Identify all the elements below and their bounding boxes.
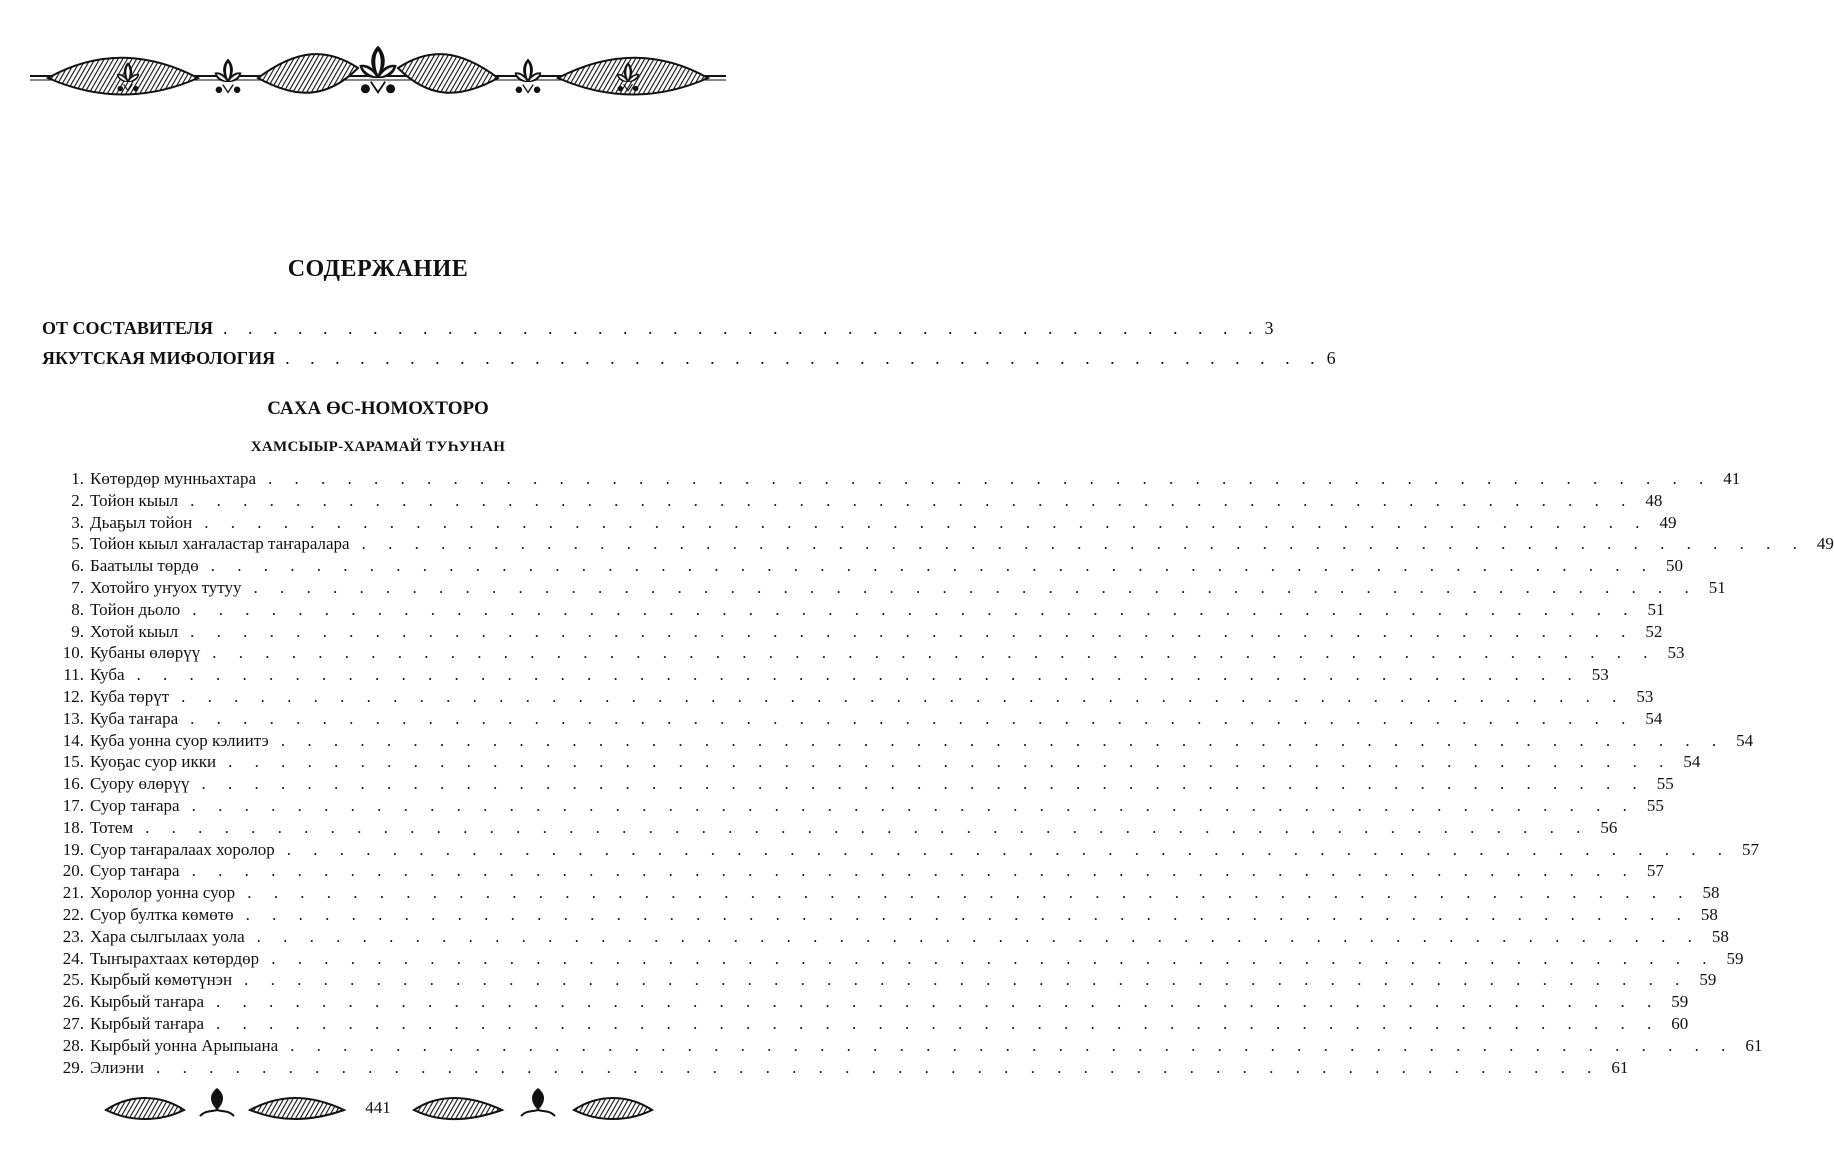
toc-entry-title: Суору өлөрүү: [90, 774, 190, 794]
toc-entry-number: 19.: [62, 839, 84, 859]
toc-entry[interactable]: [52, 642, 1685, 664]
toc-entry-title: Баатылы төрдө: [90, 556, 199, 576]
dot-leader: . . . . . . . . . . . . . . . . . . . . . . . . . . . . . . . . . . . . . . . . . . . . . . . . . . . . . . .: [216, 992, 1661, 1012]
toc-entry-page: 59: [1726, 948, 1744, 968]
dot-leader: . . . . . . . . . . . . . . . . . . . . . . . . . . . . . . . . . . . . . . . . . . . . . . . . . . . . . . .: [280, 730, 1726, 750]
toc-entry-title: Тыҥырахтаах көтөрдөр: [90, 948, 260, 968]
toc-entry[interactable]: [52, 773, 1674, 795]
toc-entry[interactable]: [52, 686, 1654, 708]
toc-entry-number: 13.: [62, 708, 84, 728]
toc-entry-page: 57: [1741, 839, 1759, 859]
dot-leader: . . . . . . . . . . . . . . . . . . . . . . . . . . . . . . . . . . . . . . . . . .: [223, 318, 1261, 338]
dot-leader: . . . . . . . . . . . . . . . . . . . . . . . . . . . . . . . . . . . . . . . . . . . . . . . . . . . . . . .: [244, 970, 1689, 990]
toc-entry[interactable]: [52, 904, 1718, 926]
toc-entry[interactable]: [52, 860, 1664, 882]
toc-entry-title: Көтөрдөр мунньахтара: [90, 469, 256, 488]
toc-entry-page: 58: [1702, 883, 1720, 903]
toc-entry[interactable]: [52, 468, 1741, 490]
toc-entry[interactable]: [52, 817, 1618, 839]
toc-entry[interactable]: [52, 948, 1744, 970]
toc-entry-title: Кубаны өлөрүү: [90, 643, 201, 663]
toc-entry-number: 22.: [62, 904, 84, 924]
toc-entry-number: 9.: [71, 621, 84, 641]
toc-entry[interactable]: [52, 664, 1609, 686]
dot-leader: . . . . . . . . . . . . . . . . . . . . . . . . . . . . . . . . . . . . . . . . . . . . . . . . . . . . . . .: [286, 839, 1731, 859]
dot-leader: . . . . . . . . . . . . . . . . . . . . . . . . . . . . . . . . . . . . . . . . . . . . . . . . . . . . . . .: [253, 577, 1698, 597]
bottom-left-ornament-icon: [100, 1088, 350, 1128]
toc-entry-number: 3.: [71, 512, 84, 532]
toc-section-page: 6: [1326, 348, 1336, 368]
toc-entry-page: 61: [1745, 1035, 1763, 1055]
toc-section-from-compiler[interactable]: [42, 316, 1274, 340]
toc-entry-page: 54: [1645, 708, 1663, 728]
toc-entry-title: Дьаҕыл тойон: [90, 512, 193, 532]
toc-entry-page: 53: [1667, 643, 1685, 663]
toc-section-yakut-mythology[interactable]: [42, 346, 1336, 370]
toc-entry[interactable]: [52, 708, 1663, 730]
dot-leader: . . . . . . . . . . . . . . . . . . . . . . . . . . . . . . . . . . . . . . . . . . . . . . . . . . . . . . .: [190, 708, 1635, 728]
dot-leader: . . . . . . . . . . . . . . . . . . . . . . . . . . . . . . . . . . . . . . . . . . . . . . . . . . . . . . .: [216, 1013, 1661, 1033]
dot-leader: . . . . . . . . . . . . . . . . . . . . . . . . . . . . . . . . . . . . . . . . . . . . . . . . . . . . . . .: [181, 686, 1626, 706]
toc-entry-title: Куба төрүт: [90, 686, 170, 706]
toc-entry-page: 60: [1671, 1013, 1689, 1033]
toc-entry-number: 24.: [62, 948, 84, 968]
toc-entry-title: Хотойго уҥуох тутуу: [90, 577, 242, 597]
toc-entry-title: Тойон кыыл хаҥаластар таҥаралара: [90, 534, 350, 554]
dot-leader: . . . . . . . . . . . . . . . . . . . . . . . . . . . . . . . . . . . . . . . . . . . . . . . . . . . . . . .: [256, 926, 1701, 946]
toc-entry-number: 17.: [62, 795, 84, 815]
toc-entry-page: 55: [1656, 774, 1674, 794]
toc-entry-number: 11.: [63, 665, 84, 685]
toc-entry-page: 58: [1711, 926, 1729, 946]
toc-entry-title: Суор таҥаралаах хоролор: [90, 839, 275, 859]
toc-entry-page: 54: [1736, 730, 1754, 750]
toc-entry-title: Куоҕас суор икки: [90, 752, 217, 772]
toc-entry[interactable]: [52, 730, 1754, 752]
toc-entry-number: 20.: [62, 861, 84, 881]
toc-entry-page: 52: [1645, 621, 1663, 641]
toc-entry-page: 50: [1666, 556, 1684, 576]
bottom-right-ornament-icon: [408, 1088, 658, 1128]
toc-entry[interactable]: [52, 577, 1726, 599]
page-number: 441: [365, 1098, 391, 1117]
toc-entry-page: 59: [1699, 970, 1717, 990]
toc-entry-number: 12.: [62, 686, 84, 706]
dot-leader: . . . . . . . . . . . . . . . . . . . . . . . . . . . . . . . . . . . . . . . . . . . . . . . . . . . . . . .: [191, 795, 1636, 815]
toc-entry-title: Хоролор уонна суор: [90, 883, 236, 903]
toc-entry-number: 15.: [62, 752, 84, 772]
toc-entry[interactable]: [52, 599, 1665, 621]
toc-section-label: ОТ СОСТАВИТЕЛЯ: [42, 318, 214, 338]
toc-entry-page: 53: [1591, 665, 1609, 685]
toc-entry-number: 10.: [62, 643, 84, 663]
toc-entry-title: Тойон дьоло: [90, 599, 181, 619]
toc-entry[interactable]: [52, 751, 1701, 773]
toc-entry-number: 28.: [62, 1035, 84, 1055]
dot-leader: . . . . . . . . . . . . . . . . . . . . . . . . . . . . . . . . . . . . . . . . . . . . . . . . . . . . . . .: [192, 599, 1637, 619]
toc-entry-title: Хара сылгылаах уола: [90, 926, 245, 946]
toc-entry-number: 25.: [62, 970, 84, 990]
toc-entry[interactable]: [52, 621, 1663, 643]
toc-entry-title: Суор таҥара: [90, 861, 180, 881]
toc-entry[interactable]: [52, 1013, 1689, 1035]
toc-entry-title: Элиэни: [90, 1057, 145, 1077]
toc-entry-title: Кырбый таҥара: [90, 992, 205, 1012]
toc-entry-title: Кырбый таҥара: [90, 1013, 205, 1033]
top-ornament-icon: [28, 38, 728, 108]
toc-entry-page: 51: [1708, 577, 1726, 597]
toc-entry-title: Тотем: [90, 817, 134, 837]
dot-leader: . . . . . . . . . . . . . . . . . . . . . . . . . . . . . . . . . . . . . . . . . . . . . . . . . . . . . . .: [290, 1035, 1735, 1055]
toc-entry-title: Тойон кыыл: [90, 490, 179, 510]
toc-entry-page: 56: [1600, 817, 1618, 837]
toc-entry-title: Кырбый көмөтүнэн: [90, 970, 233, 990]
toc-entry-list: [52, 468, 1834, 1078]
toc-entry-number: 8.: [71, 599, 84, 619]
toc-entry-title: Куба таҥара: [90, 708, 179, 728]
toc-entry-title: Хотой кыыл: [90, 621, 179, 641]
toc-entry-number: 1.: [71, 469, 84, 488]
toc-entry[interactable]: [52, 555, 1684, 577]
dot-leader: . . . . . . . . . . . . . . . . . . . . . . . . . . . . . . . . . . . . . . . . . . . . . . . . . . . . . . .: [204, 512, 1649, 532]
dot-leader: . . . . . . . . . . . . . . . . . . . . . . . . . . . . . . . . . . . . . . . . . .: [285, 348, 1323, 368]
toc-entry-page: 58: [1700, 904, 1718, 924]
toc-entry-page: 59: [1671, 992, 1689, 1012]
dot-leader: . . . . . . . . . . . . . . . . . . . . . . . . . . . . . . . . . . . . . . . . . . . . . . . . . . . . . . .: [271, 948, 1716, 968]
toc-section-label: ЯКУТСКАЯ МИФОЛОГИЯ: [42, 348, 276, 368]
dot-leader: . . . . . . . . . . . . . . . . . . . . . . . . . . . . . . . . . . . . . . . . . . . . . . . . . . . . . . .: [190, 621, 1635, 641]
toc-entry-title: Суор бултка көмөтө: [90, 904, 234, 924]
toc-entry-number: 29.: [62, 1057, 84, 1077]
dot-leader: . . . . . . . . . . . . . . . . . . . . . . . . . . . . . . . . . . . . . . . . . . . . . . . . . . . . . . .: [212, 643, 1657, 663]
toc-entry-number: 6.: [71, 556, 84, 576]
toc-entry-page: 51: [1647, 599, 1665, 619]
toc-entry-number: 16.: [62, 774, 84, 794]
dot-leader: . . . . . . . . . . . . . . . . . . . . . . . . . . . . . . . . . . . . . . . . . . . . . . . . . . . . . . .: [228, 752, 1673, 772]
toc-entry-number: 18.: [62, 817, 84, 837]
toc-entry-page: 41: [1723, 469, 1741, 488]
part-heading: САХА ӨС-НОМОХТОРО: [267, 398, 489, 419]
dot-leader: . . . . . . . . . . . . . . . . . . . . . . . . . . . . . . . . . . . . . . . . . . . . . . . . . . . . . . .: [136, 665, 1581, 685]
toc-entry-number: 14.: [62, 730, 84, 750]
dot-leader: . . . . . . . . . . . . . . . . . . . . . . . . . . . . . . . . . . . . . . . . . . . . . . . . . . . . . . .: [156, 1057, 1601, 1077]
toc-entry[interactable]: [52, 882, 1720, 904]
toc-entry[interactable]: [52, 969, 1717, 991]
toc-entry[interactable]: [52, 991, 1689, 1013]
page-title: СОДЕРЖАНИЕ: [287, 256, 469, 282]
toc-entry[interactable]: [52, 533, 1834, 555]
dot-leader: . . . . . . . . . . . . . . . . . . . . . . . . . . . . . . . . . . . . . . . . . . . . . . . . . . . . . . .: [201, 774, 1646, 794]
toc-entry-title: Суор таҥара: [90, 795, 180, 815]
toc-entry[interactable]: [52, 490, 1663, 512]
dot-leader: . . . . . . . . . . . . . . . . . . . . . . . . . . . . . . . . . . . . . . . . . . . . . . . . . . . . . . .: [145, 817, 1590, 837]
toc-entry-number: 5.: [71, 534, 84, 554]
toc-entry-title: Куба: [90, 665, 125, 685]
toc-entry[interactable]: [52, 1057, 1629, 1079]
toc-entry-page: 57: [1646, 861, 1664, 881]
toc-entry[interactable]: [52, 795, 1664, 817]
toc-entry-page: 54: [1683, 752, 1701, 772]
toc-entry[interactable]: [52, 839, 1759, 861]
toc-entry-page: 49: [1659, 512, 1677, 532]
toc-section-page: 3: [1264, 318, 1274, 338]
dot-leader: . . . . . . . . . . . . . . . . . . . . . . . . . . . . . . . . . . . . . . . . . . . . . . . . . . . . . . .: [247, 883, 1692, 903]
dot-leader: . . . . . . . . . . . . . . . . . . . . . . . . . . . . . . . . . . . . . . . . . . . . . . . . . . . . . . .: [361, 534, 1806, 554]
dot-leader: . . . . . . . . . . . . . . . . . . . . . . . . . . . . . . . . . . . . . . . . . . . . . . . . . . . . . . .: [268, 469, 1713, 488]
toc-entry-number: 2.: [71, 490, 84, 510]
toc-entry-page: 55: [1646, 795, 1664, 815]
toc-entry[interactable]: [52, 512, 1677, 534]
toc-entry[interactable]: [52, 926, 1729, 948]
subsection-heading: ХАМСЫЫР-ХАРАМАЙ ТУҺУНАН: [250, 439, 506, 455]
toc-entry-page: 53: [1636, 686, 1654, 706]
toc-entry-page: 48: [1645, 490, 1663, 510]
dot-leader: . . . . . . . . . . . . . . . . . . . . . . . . . . . . . . . . . . . . . . . . . . . . . . . . . . . . . . .: [190, 490, 1635, 510]
dot-leader: . . . . . . . . . . . . . . . . . . . . . . . . . . . . . . . . . . . . . . . . . . . . . . . . . . . . . . .: [210, 556, 1656, 576]
toc-entry-page: 49: [1816, 534, 1834, 554]
toc-entry-title: Кырбый уонна Арыпыана: [90, 1035, 279, 1055]
toc-entry[interactable]: [52, 1035, 1763, 1057]
dot-leader: . . . . . . . . . . . . . . . . . . . . . . . . . . . . . . . . . . . . . . . . . . . . . . . . . . . . . . .: [191, 861, 1636, 881]
toc-entry-number: 26.: [62, 992, 84, 1012]
toc-entry-page: 61: [1611, 1057, 1629, 1077]
toc-entry-number: 27.: [62, 1013, 84, 1033]
toc-entry-number: 7.: [71, 577, 84, 597]
toc-entry-number: 21.: [62, 883, 84, 903]
toc-entry-title: Куба уонна суор кэлиитэ: [90, 730, 269, 750]
toc-entry-number: 23.: [62, 926, 84, 946]
dot-leader: . . . . . . . . . . . . . . . . . . . . . . . . . . . . . . . . . . . . . . . . . . . . . . . . . . . . . . .: [245, 904, 1690, 924]
